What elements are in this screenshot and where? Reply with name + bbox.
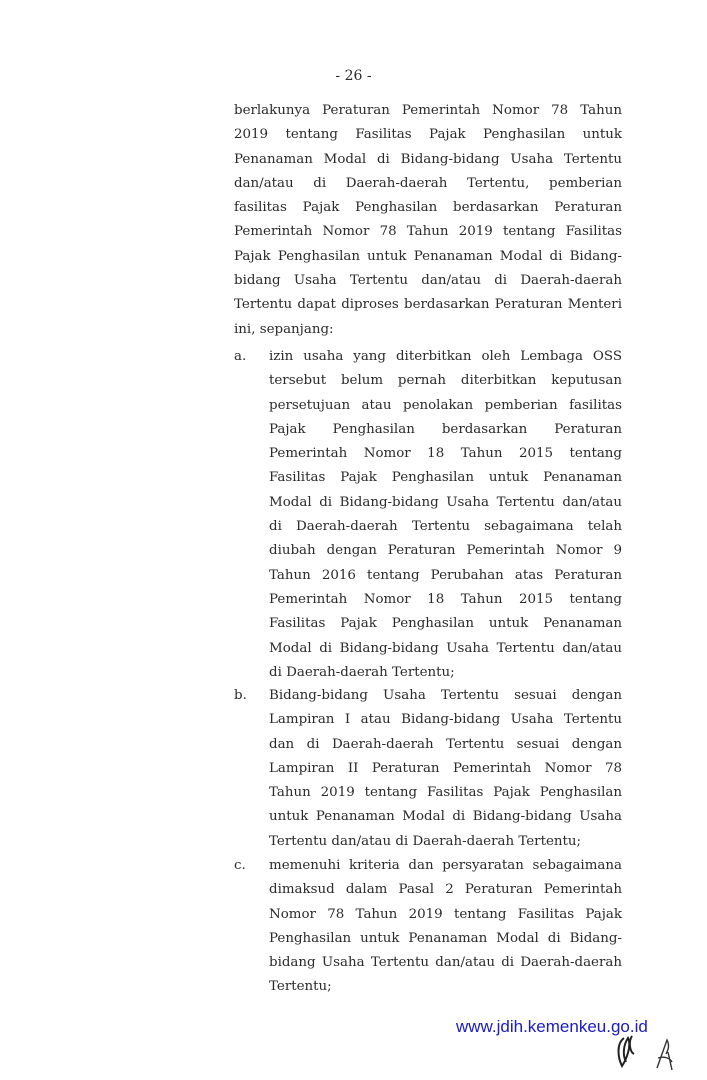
text-line: 2019 tentang Fasilitas Pajak Penghasilan untuk xyxy=(234,127,622,143)
text-line: Fasilitas Pajak Penghasilan untuk Penanaman xyxy=(269,616,622,632)
text-line: Nomor 78 Tahun 2019 tentang Fasilitas Pajak xyxy=(269,906,622,922)
footer-url[interactable]: www.jdih.kemenkeu.go.id xyxy=(456,1017,648,1036)
text-line: Pemerintah Nomor 18 Tahun 2015 tentang xyxy=(269,446,622,462)
list-marker: a. xyxy=(234,349,247,364)
text-line: untuk Penanaman Modal di Bidang-bidang Usaha xyxy=(269,809,622,825)
text-line: Lampiran I atau Bidang-bidang Usaha Tertentu xyxy=(269,712,622,728)
text-line: Tertentu dan/atau di Daerah-daerah Tertentu; xyxy=(269,833,582,849)
text-line: di Daerah-daerah Tertentu; xyxy=(269,664,455,680)
text-line: persetujuan atau penolakan pemberian fasilitas xyxy=(269,397,622,413)
text-line: berlakunya Peraturan Pemerintah Nomor 78 Tahun xyxy=(234,103,622,118)
text-line: bidang Usaha Tertentu dan/atau di Daerah-daerah xyxy=(234,273,622,289)
text-line: Tertentu; xyxy=(269,979,332,995)
text-line: Tahun 2019 tentang Fasilitas Pajak Penghasilan xyxy=(269,785,622,801)
text-line: fasilitas Pajak Penghasilan berdasarkan Peraturan xyxy=(234,200,622,216)
text-line: dimaksud dalam Pasal 2 Peraturan Pemerintah xyxy=(269,882,622,898)
text-line: Bidang-bidang Usaha Tertentu sesuai dengan xyxy=(269,688,622,703)
text-line: Pemerintah Nomor 78 Tahun 2019 tentang Fasilitas xyxy=(234,224,622,240)
signature-initials xyxy=(612,1030,682,1075)
text-line: Penanaman Modal di Bidang-bidang Usaha Tertentu xyxy=(234,151,622,167)
text-line: Pemerintah Nomor 18 Tahun 2015 tentang xyxy=(269,591,622,607)
text-line: memenuhi kriteria dan persyaratan sebagaimana xyxy=(269,858,622,873)
text-line: di Daerah-daerah Tertentu sebagaimana telah xyxy=(269,519,622,535)
text-line: dan/atau di Daerah-daerah Tertentu, pemberian xyxy=(234,175,622,191)
text-line: diubah dengan Peraturan Pemerintah Nomor 9 xyxy=(269,543,622,559)
text-line: Fasilitas Pajak Penghasilan untuk Penanaman xyxy=(269,470,622,486)
text-line: Pajak Penghasilan berdasarkan Peraturan xyxy=(269,421,622,437)
text-line: bidang Usaha Tertentu dan/atau di Daerah-daerah xyxy=(269,955,622,971)
text-line: Tertentu dapat diproses berdasarkan Peraturan Menteri xyxy=(234,297,622,313)
intro-paragraph xyxy=(234,99,622,342)
text-line: Modal di Bidang-bidang Usaha Tertentu dan/atau xyxy=(269,640,622,656)
list-marker: c. xyxy=(234,858,246,873)
page-number: - 26 - xyxy=(335,68,372,84)
text-line: Tahun 2016 tentang Perubahan atas Peraturan xyxy=(269,567,622,583)
list-marker: b. xyxy=(234,688,247,703)
text-line: izin usaha yang diterbitkan oleh Lembaga OSS xyxy=(269,349,622,364)
text-line: Lampiran II Peraturan Pemerintah Nomor 78 xyxy=(269,760,622,776)
text-line: dan di Daerah-daerah Tertentu sesuai dengan xyxy=(269,736,622,752)
text-line: ini, sepanjang: xyxy=(234,321,334,337)
text-line: Penghasilan untuk Penanaman Modal di Bidang- xyxy=(269,930,622,946)
text-line: Modal di Bidang-bidang Usaha Tertentu dan/atau xyxy=(269,494,622,510)
text-line: tersebut belum pernah diterbitkan keputusan xyxy=(269,373,622,389)
text-line: Pajak Penghasilan untuk Penanaman Modal di Bidang- xyxy=(234,248,622,264)
